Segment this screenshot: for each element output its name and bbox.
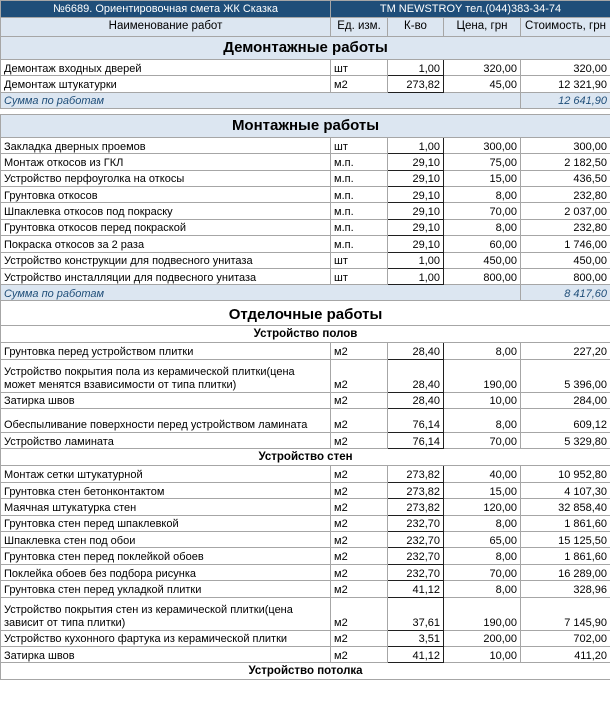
- price: 15,00: [444, 170, 521, 186]
- unit: м.п.: [331, 186, 388, 202]
- price: 60,00: [444, 236, 521, 252]
- price: 70,00: [444, 564, 521, 580]
- quantity: 28,40: [388, 359, 444, 392]
- table-row: [1, 359, 610, 392]
- cost: 10 952,80: [521, 466, 610, 482]
- work-name: Обеспыливание поверхности перед устройством ламината: [1, 409, 331, 433]
- work-name: Грунтовка стен перед укладкой плитки: [1, 581, 331, 597]
- quantity: 29,10: [388, 170, 444, 186]
- column-header-row: [1, 18, 610, 37]
- work-name: Грунтовка стен перед шпаклевкой: [1, 515, 331, 531]
- price: 75,00: [444, 154, 521, 170]
- quantity: 29,10: [388, 236, 444, 252]
- sum-value: 12 641,90: [521, 92, 610, 108]
- price: 15,00: [444, 482, 521, 498]
- price: 8,00: [444, 581, 521, 597]
- table-row: [1, 532, 610, 548]
- table-row: [1, 646, 610, 662]
- cost: 5 396,00: [521, 359, 610, 392]
- price: 70,00: [444, 433, 521, 449]
- price: 450,00: [444, 252, 521, 268]
- sum-value: 8 417,60: [521, 285, 610, 301]
- unit: м2: [331, 466, 388, 482]
- table-row: [1, 60, 610, 76]
- price: 10,00: [444, 646, 521, 662]
- price: 120,00: [444, 499, 521, 515]
- unit: м2: [331, 597, 388, 630]
- cost: 411,20: [521, 646, 610, 662]
- quantity: 1,00: [388, 252, 444, 268]
- work-name: Устройство покрытия стен из керамической плитки(цена зависит от типа плитки): [1, 597, 331, 630]
- cost: 800,00: [521, 268, 610, 284]
- table-row: [1, 170, 610, 186]
- table-row: [1, 581, 610, 597]
- unit: м2: [331, 482, 388, 498]
- work-name: Грунтовка откосов перед покраской: [1, 219, 331, 235]
- quantity: 232,70: [388, 515, 444, 531]
- table-row: [1, 515, 610, 531]
- cost: 227,20: [521, 343, 610, 359]
- quantity: 28,40: [388, 392, 444, 408]
- cost: 1 861,60: [521, 515, 610, 531]
- cost: 232,80: [521, 219, 610, 235]
- price: 320,00: [444, 60, 521, 76]
- col-header-price: Цена, грн: [444, 18, 521, 37]
- cost: 4 107,30: [521, 482, 610, 498]
- price: 65,00: [444, 532, 521, 548]
- quantity: 76,14: [388, 433, 444, 449]
- table-row: [1, 499, 610, 515]
- work-name: Покраска откосов за 2 раза: [1, 236, 331, 252]
- cost: 7 145,90: [521, 597, 610, 630]
- estimate-title: №6689. Ориентировочная смета ЖК Сказка: [1, 1, 331, 18]
- price: 8,00: [444, 409, 521, 433]
- work-name: Грунтовка перед устройством плитки: [1, 343, 331, 359]
- table-row: [1, 186, 610, 202]
- table-row: [1, 433, 610, 449]
- unit: м.п.: [331, 219, 388, 235]
- quantity: 232,70: [388, 548, 444, 564]
- unit: м2: [331, 564, 388, 580]
- unit: м2: [331, 515, 388, 531]
- quantity: 232,70: [388, 532, 444, 548]
- quantity: 41,12: [388, 581, 444, 597]
- table-row: [1, 548, 610, 564]
- price: 8,00: [444, 186, 521, 202]
- cost: 1 746,00: [521, 236, 610, 252]
- quantity: 29,10: [388, 186, 444, 202]
- cost: 450,00: [521, 252, 610, 268]
- work-name: Устройство конструкции для подвесного унитаза: [1, 252, 331, 268]
- cost: 2 182,50: [521, 154, 610, 170]
- unit: м2: [331, 343, 388, 359]
- quantity: 1,00: [388, 60, 444, 76]
- cost: 16 289,00: [521, 564, 610, 580]
- table-row: [1, 219, 610, 235]
- work-name: Устройство покрытия пола из керамической плитки(цена может менятся взависимости от типа плитки): [1, 359, 331, 392]
- col-header-cost: Стоимость, грн: [521, 18, 610, 37]
- cost: 12 321,90: [521, 76, 610, 92]
- subsection-header: [1, 449, 610, 466]
- col-header-name: Наименование работ: [1, 18, 331, 37]
- col-header-qty: К-во: [388, 18, 444, 37]
- sum-label: Сумма по работам: [1, 92, 521, 108]
- cost: 1 861,60: [521, 548, 610, 564]
- price: 8,00: [444, 219, 521, 235]
- work-name: Шпаклевка откосов под покраску: [1, 203, 331, 219]
- unit: м2: [331, 359, 388, 392]
- company-contact: TM NEWSTROY тел.(044)383-34-74: [331, 1, 610, 18]
- unit: м2: [331, 433, 388, 449]
- table-row: [1, 343, 610, 359]
- work-name: Закладка дверных проемов: [1, 137, 331, 153]
- price: 200,00: [444, 630, 521, 646]
- unit: м2: [331, 646, 388, 662]
- work-name: Затирка швов: [1, 646, 331, 662]
- unit: шт: [331, 268, 388, 284]
- price: 70,00: [444, 203, 521, 219]
- work-name: Устройство перфоуголка на откосы: [1, 170, 331, 186]
- section-sum-row: [1, 92, 610, 108]
- section-sum-row: [1, 285, 610, 301]
- table-row: [1, 252, 610, 268]
- table-row: [1, 482, 610, 498]
- section-header: [1, 301, 610, 326]
- price: 40,00: [444, 466, 521, 482]
- subsection-header: [1, 663, 610, 680]
- unit: шт: [331, 60, 388, 76]
- cost: 32 858,40: [521, 499, 610, 515]
- price: 8,00: [444, 343, 521, 359]
- price: 8,00: [444, 515, 521, 531]
- table-row: [1, 203, 610, 219]
- quantity: 273,82: [388, 466, 444, 482]
- table-row: [1, 409, 610, 433]
- work-name: Устройство ламината: [1, 433, 331, 449]
- cost: 5 329,80: [521, 433, 610, 449]
- unit: м.п.: [331, 154, 388, 170]
- quantity: 273,82: [388, 482, 444, 498]
- quantity: 3,51: [388, 630, 444, 646]
- section-title: Демонтажные работы: [1, 37, 610, 60]
- table-row: [1, 268, 610, 284]
- work-name: Грунтовка стен бетонконтактом: [1, 482, 331, 498]
- work-name: Устройство инсталляции для подвесного унитаза: [1, 268, 331, 284]
- table-row: [1, 630, 610, 646]
- price: 45,00: [444, 76, 521, 92]
- table-row: [1, 392, 610, 408]
- cost: 2 037,00: [521, 203, 610, 219]
- work-name: Поклейка обоев без подбора рисунка: [1, 564, 331, 580]
- table-row: [1, 137, 610, 153]
- price: 800,00: [444, 268, 521, 284]
- quantity: 37,61: [388, 597, 444, 630]
- work-name: Маячная штукатурка стен: [1, 499, 331, 515]
- quantity: 1,00: [388, 137, 444, 153]
- section-header: [1, 114, 610, 137]
- col-header-unit: Ед. изм.: [331, 18, 388, 37]
- quantity: 1,00: [388, 268, 444, 284]
- price: 300,00: [444, 137, 521, 153]
- cost: 328,96: [521, 581, 610, 597]
- work-name: Грунтовка откосов: [1, 186, 331, 202]
- unit: м2: [331, 548, 388, 564]
- table-row: [1, 76, 610, 92]
- cost: 320,00: [521, 60, 610, 76]
- unit: м2: [331, 392, 388, 408]
- table-row: [1, 564, 610, 580]
- cost: 284,00: [521, 392, 610, 408]
- work-name: Монтаж сетки штукатурной: [1, 466, 331, 482]
- unit: м2: [331, 532, 388, 548]
- subsection-title: Устройство полов: [1, 326, 610, 343]
- unit: м.п.: [331, 236, 388, 252]
- subsection-header: [1, 326, 610, 343]
- table-row: [1, 466, 610, 482]
- subsection-title: Устройство стен: [1, 449, 610, 466]
- quantity: 232,70: [388, 564, 444, 580]
- quantity: 273,82: [388, 499, 444, 515]
- cost: 300,00: [521, 137, 610, 153]
- quantity: 76,14: [388, 409, 444, 433]
- price: 10,00: [444, 392, 521, 408]
- price: 190,00: [444, 359, 521, 392]
- unit: м.п.: [331, 170, 388, 186]
- price: 8,00: [444, 548, 521, 564]
- quantity: 273,82: [388, 76, 444, 92]
- work-name: Монтаж откосов из ГКЛ: [1, 154, 331, 170]
- work-name: Устройство кухонного фартука из керамической плитки: [1, 630, 331, 646]
- quantity: 28,40: [388, 343, 444, 359]
- cost: 609,12: [521, 409, 610, 433]
- unit: м2: [331, 581, 388, 597]
- table-row: [1, 236, 610, 252]
- price: 190,00: [444, 597, 521, 630]
- quantity: 29,10: [388, 203, 444, 219]
- unit: м2: [331, 630, 388, 646]
- work-name: Демонтаж входных дверей: [1, 60, 331, 76]
- section-title: Монтажные работы: [1, 114, 610, 137]
- work-name: Шпаклевка стен под обои: [1, 532, 331, 548]
- table-row: [1, 154, 610, 170]
- work-name: Демонтаж штукатурки: [1, 76, 331, 92]
- sum-label: Сумма по работам: [1, 285, 521, 301]
- unit: м2: [331, 409, 388, 433]
- section-header: [1, 37, 610, 60]
- quantity: 29,10: [388, 219, 444, 235]
- title-row: [1, 1, 610, 18]
- quantity: 29,10: [388, 154, 444, 170]
- subsection-title: Устройство потолка: [1, 663, 610, 680]
- work-name: Затирка швов: [1, 392, 331, 408]
- cost: 436,50: [521, 170, 610, 186]
- section-title: Отделочные работы: [1, 301, 610, 326]
- unit: м2: [331, 76, 388, 92]
- cost: 15 125,50: [521, 532, 610, 548]
- table-row: [1, 597, 610, 630]
- unit: шт: [331, 252, 388, 268]
- work-name: Грунтовка стен перед поклейкой обоев: [1, 548, 331, 564]
- quantity: 41,12: [388, 646, 444, 662]
- cost: 232,80: [521, 186, 610, 202]
- cost: 702,00: [521, 630, 610, 646]
- unit: м2: [331, 499, 388, 515]
- unit: шт: [331, 137, 388, 153]
- unit: м.п.: [331, 203, 388, 219]
